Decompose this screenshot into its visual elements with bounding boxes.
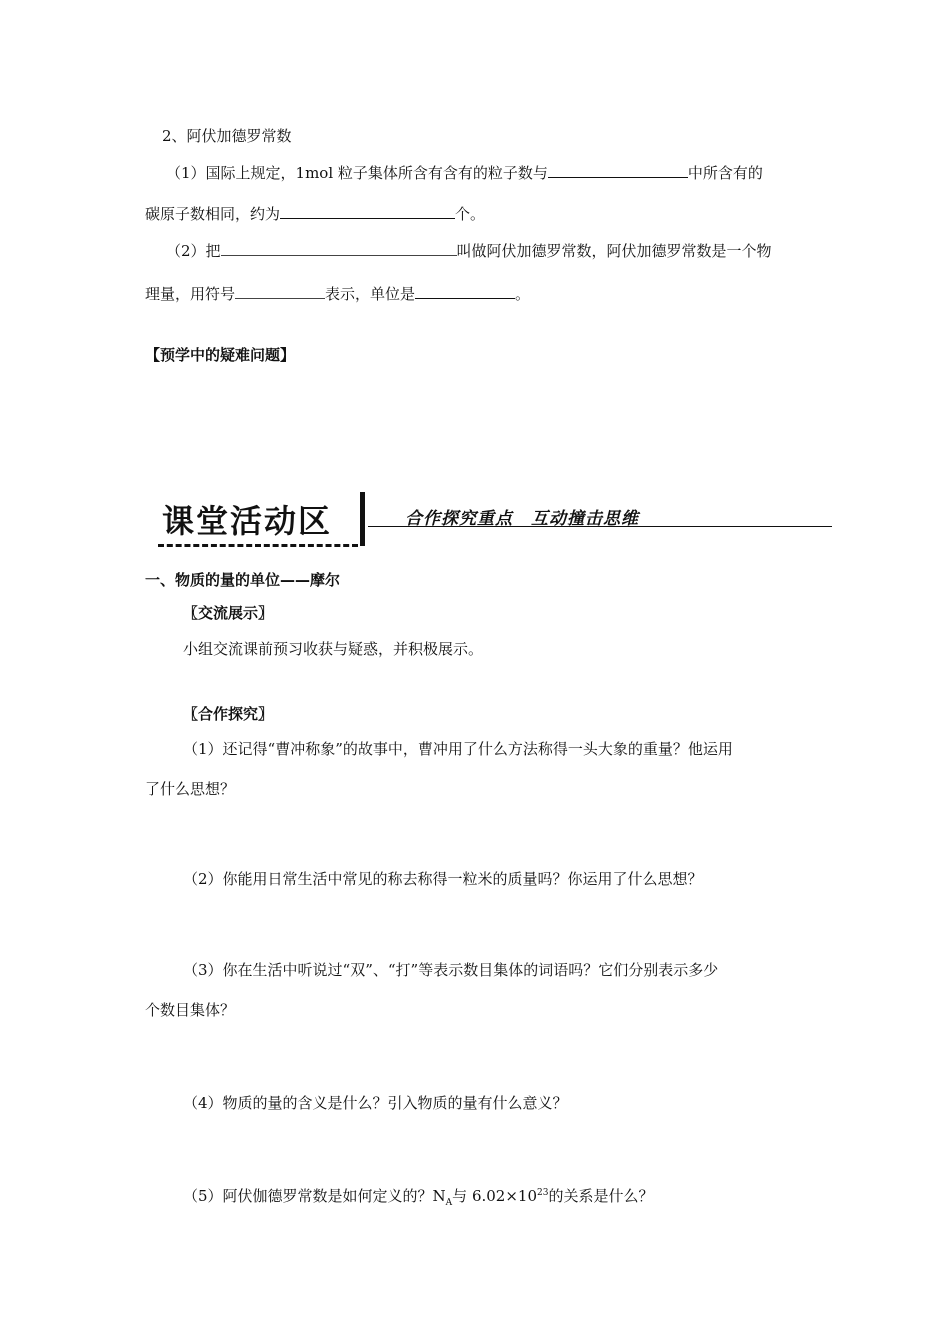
q1-text-a: （1）国际上规定，1mol 粒子集体所含有含有的粒子数与 (166, 164, 548, 182)
q2-text-b: 叫做阿伏加德罗常数，阿伏加德罗常数是一个物 (456, 242, 772, 260)
fill-blank[interactable] (415, 284, 515, 299)
fill-blank[interactable] (235, 284, 325, 299)
question-1-line-2 (145, 204, 485, 224)
banner-subtitle: 合作探究重点 互动撞击思维 (405, 509, 639, 529)
q5-text-a: （5）阿伏伽德罗常数是如何定义的？N (183, 1187, 446, 1205)
banner-title: 课堂活动区 (162, 502, 333, 540)
q1-text-d: 个。 (455, 205, 486, 223)
coop-question-1-line-2: 了什么思想？ (145, 780, 236, 798)
section-heading: 2、阿伏加德罗常数 (162, 127, 292, 145)
classroom-activity-banner (150, 492, 840, 554)
banner-dashed-underline (158, 544, 358, 547)
fill-blank[interactable] (221, 241, 457, 256)
question-1-line-1 (166, 163, 763, 183)
q5-superscript: 23 (537, 1188, 549, 1198)
coop-question-2: （2）你能用日常生活中常见的称去称得一粒米的质量吗？你运用了什么思想？ (183, 870, 703, 888)
coop-question-4: （4）物质的量的含义是什么？引入物质的量有什么意义？ (183, 1094, 568, 1112)
coop-question-5 (183, 1183, 653, 1213)
question-2-line-2 (145, 284, 530, 304)
banner-rule (368, 526, 832, 527)
q5-text-c: 的关系是什么？ (548, 1187, 654, 1205)
fill-blank[interactable] (280, 204, 455, 219)
question-2-line-1 (166, 241, 772, 261)
q1-text-b: 中所含有的 (687, 164, 763, 182)
exchange-text: 小组交流课前预习收获与疑惑，并积极展示。 (183, 640, 484, 658)
fill-blank[interactable] (548, 163, 688, 178)
cooperation-heading: 〖合作探究〗 (183, 705, 274, 723)
part-heading: 一、物质的量的单位——摩尔 (145, 571, 341, 589)
q2-text-c: 理量，用符号 (145, 285, 236, 303)
q1-text-c: 碳原子数相同，约为 (145, 205, 281, 223)
coop-question-3-line-2: 个数目集体？ (145, 1001, 236, 1019)
q5-text-b: 与 6.02×10 (452, 1187, 537, 1205)
q2-text-d: 表示，单位是 (325, 285, 416, 303)
coop-question-1-line-1: （1）还记得“曹冲称象”的故事中，曹冲用了什么方法称得一头大象的重量？他运用 (183, 740, 733, 758)
q2-text-e: 。 (515, 285, 531, 303)
banner-divider-bar (360, 492, 365, 546)
exchange-heading: 〖交流展示〗 (183, 604, 274, 622)
coop-question-3-line-1: （3）你在生活中听说过“双”、“打”等表示数目集体的词语吗？它们分别表示多少 (183, 961, 719, 979)
difficulty-heading: 【预学中的疑难问题】 (145, 346, 296, 364)
q5-subscript: A (445, 1198, 453, 1208)
q2-text-a: （2）把 (166, 242, 221, 260)
